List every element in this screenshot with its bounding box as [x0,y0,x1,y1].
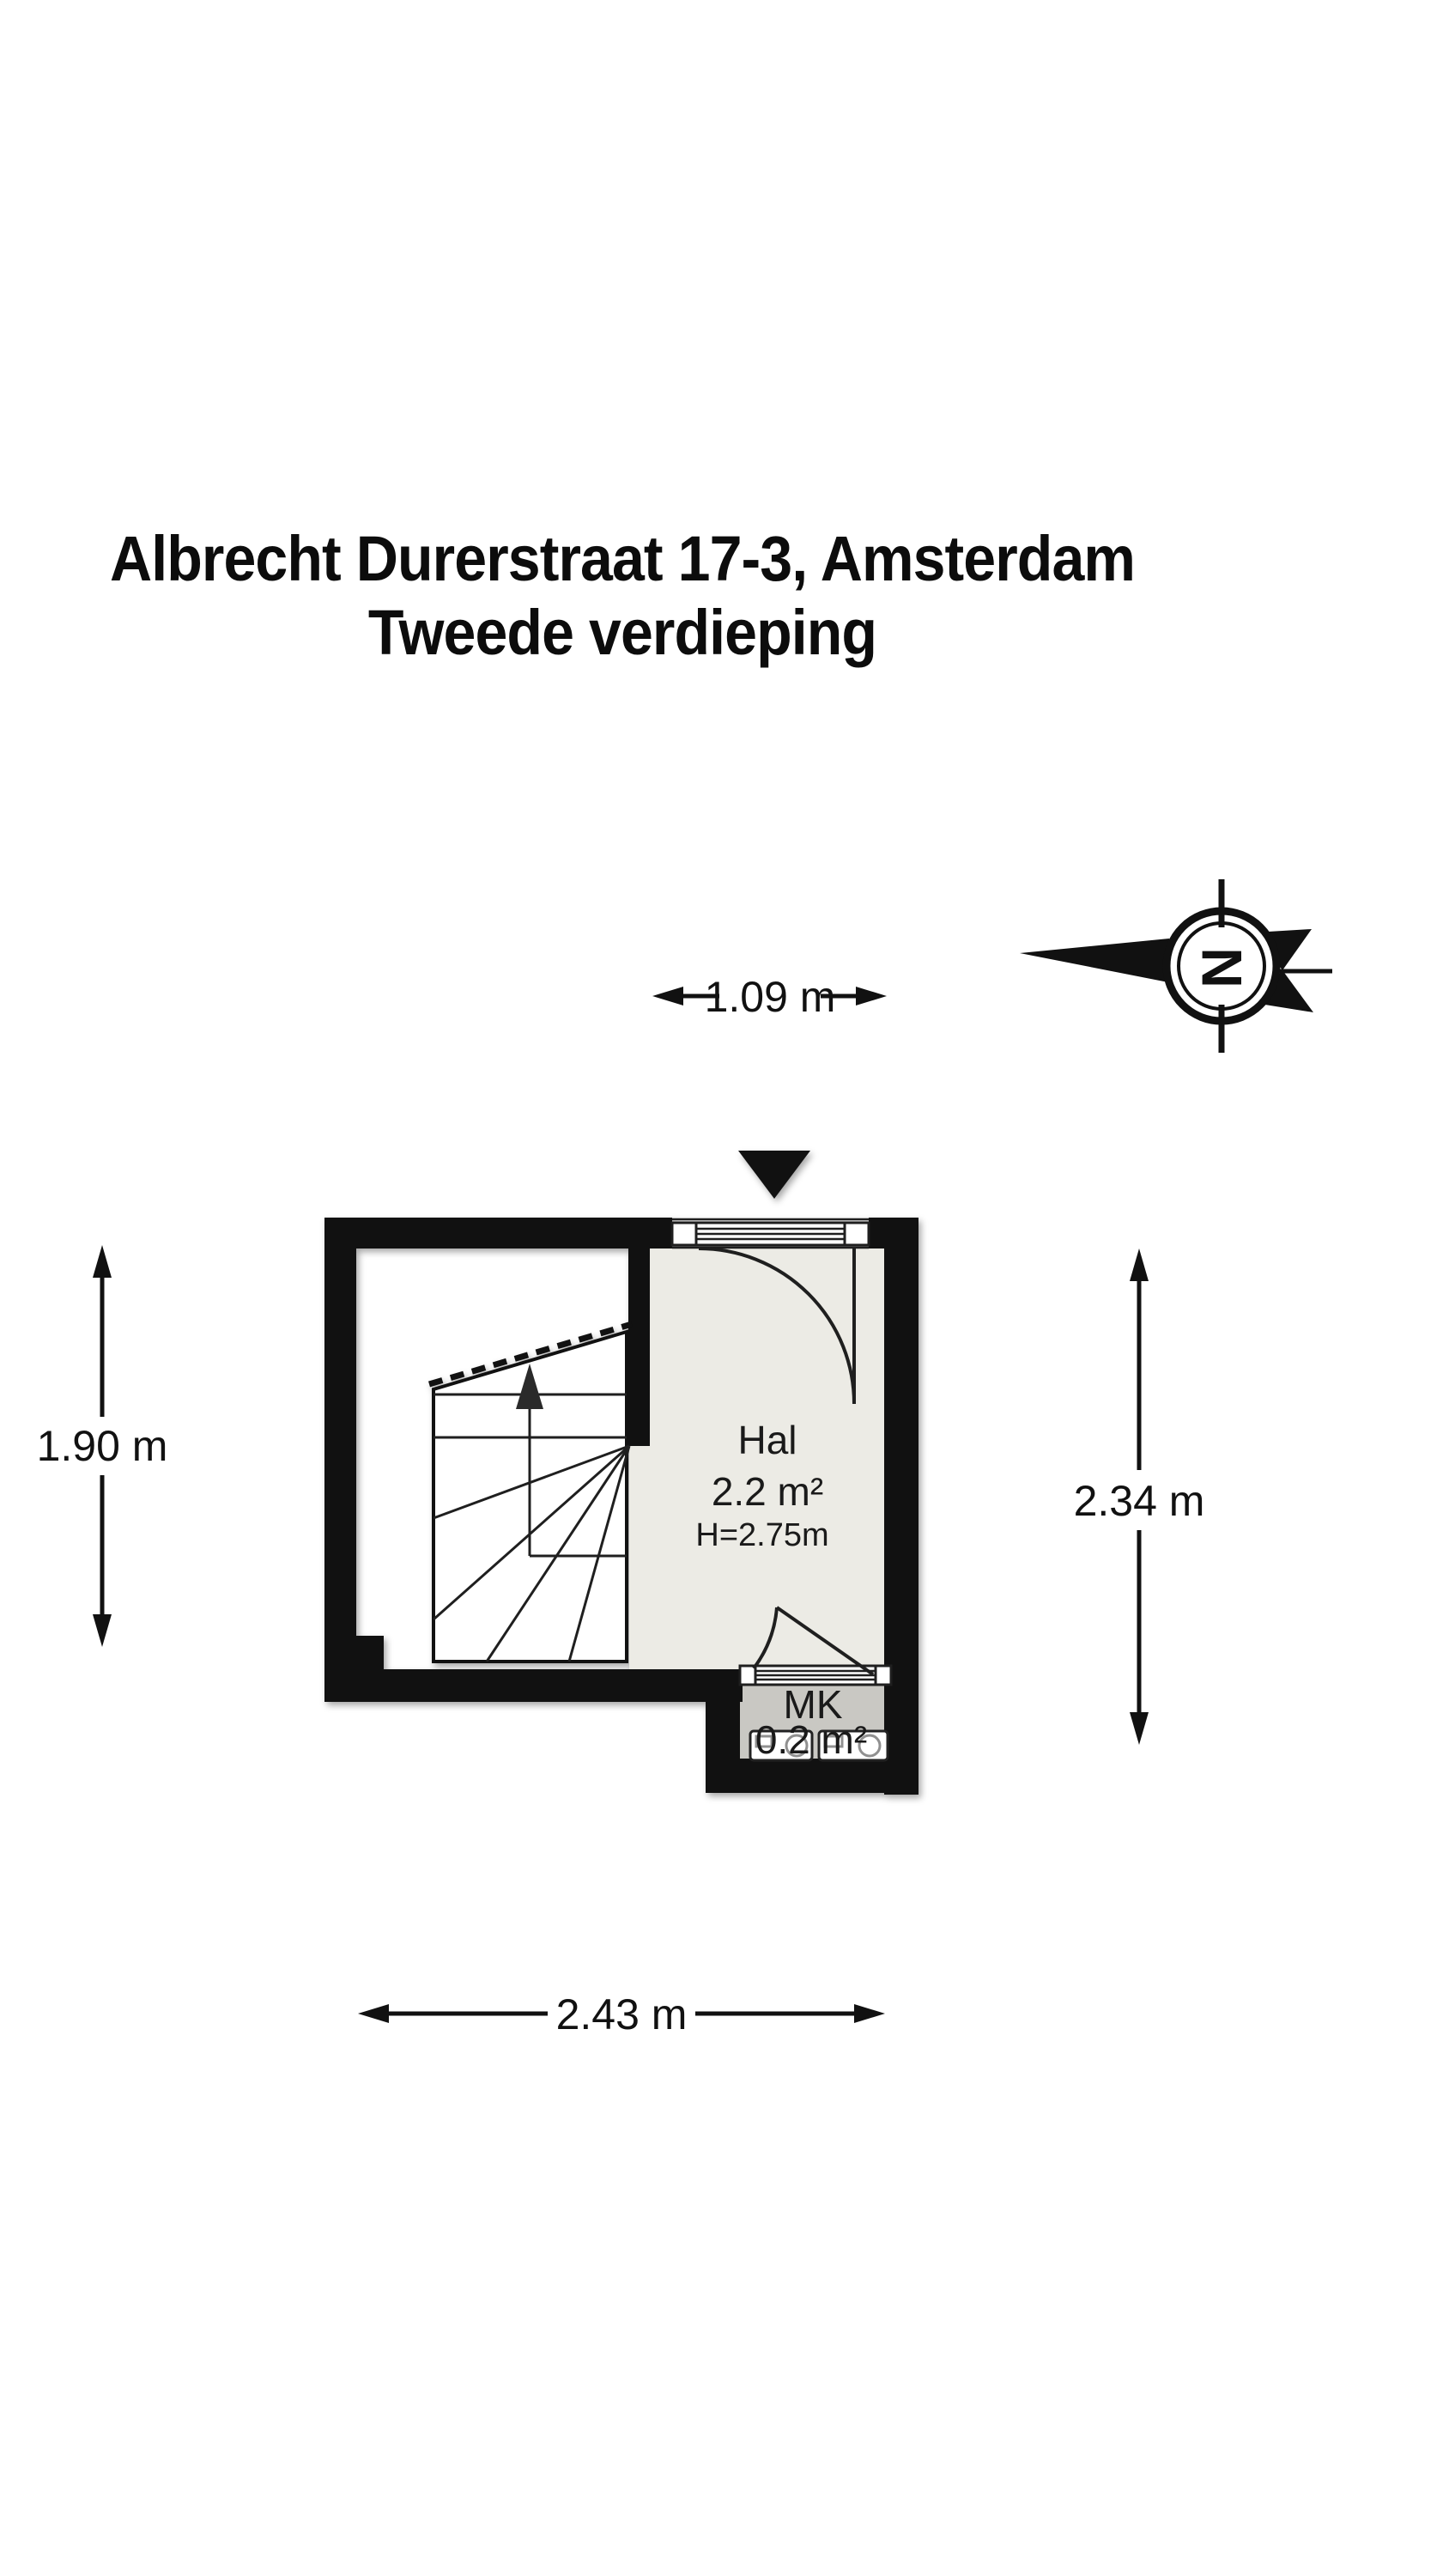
wall-left-step [356,1636,384,1669]
entrance-jamb-right [845,1223,869,1245]
title-floor: Tweede verdieping [367,597,877,668]
hal-height-label: H=2.75m [695,1517,829,1553]
entrance-jamb-left [672,1223,696,1245]
dimension-right [1074,1249,1205,1745]
wall-top [324,1218,672,1249]
wall-top-right-corner [869,1218,919,1249]
dimension-left-down-arrow-icon [93,1614,112,1647]
staircase [429,1324,632,1662]
entrance-door-frame [672,1219,869,1248]
wall-left [324,1218,356,1702]
mk-room-label: MK [783,1682,843,1727]
dimension-top-right-arrow-icon [856,987,887,1005]
wall-mk-bottom [706,1759,919,1793]
mk-jamb-left [740,1666,755,1685]
entrance-marker-icon [738,1151,810,1199]
mk-area-label: 0.2 m² [755,1717,868,1762]
title-address: Albrecht Durerstraat 17-3, Amsterdam [109,523,1136,594]
hal-room-label: Hal [737,1418,797,1462]
compass-needle-icon [1020,939,1169,982]
wall-interior-stair [628,1249,650,1446]
dimension-bottom-label: 2.43 m [555,1990,688,2038]
wall-bottom [324,1669,743,1702]
dimension-left-label: 1.90 m [36,1422,168,1470]
wall-right [884,1249,919,1795]
hal-area-label: 2.2 m² [711,1469,824,1514]
dimension-left [37,1245,168,1647]
dimension-right-down-arrow-icon [1130,1712,1149,1745]
compass-rose [1020,879,1332,1053]
compass-north-letter: N [1190,947,1253,988]
dimension-bottom-right-arrow-icon [854,2004,885,2023]
mk-jamb-right [876,1666,891,1685]
dimension-top [652,973,887,1021]
dimension-top-label: 1.09 m [704,973,836,1021]
dimension-right-label: 2.34 m [1073,1477,1205,1525]
dimension-bottom [358,1990,885,2038]
